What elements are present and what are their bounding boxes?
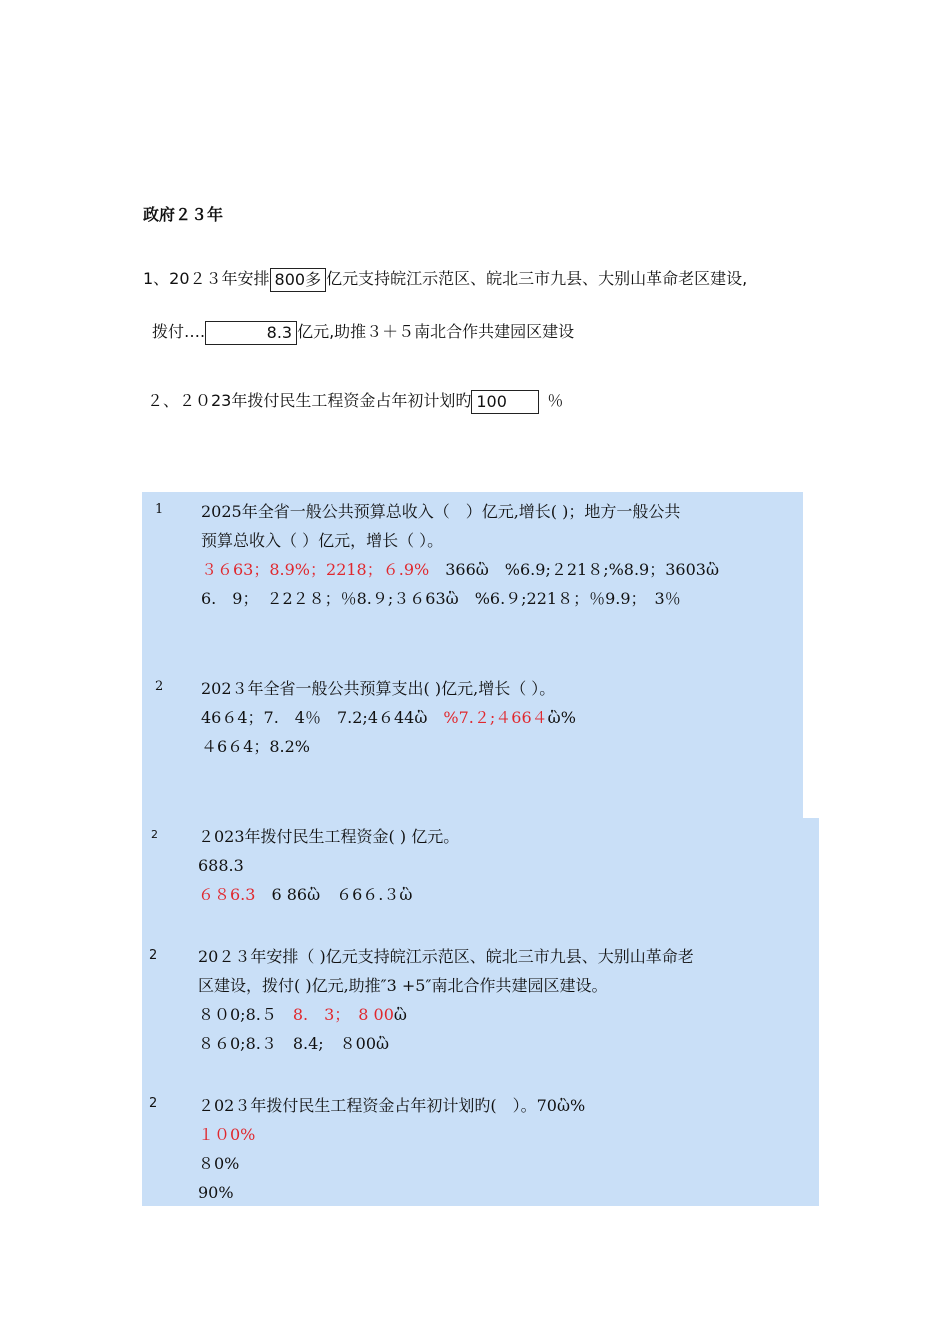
correct-answer: %7.２;４66４: [443, 708, 548, 727]
text-run: ὣ%: [547, 708, 576, 727]
correct-answer: １０0%: [198, 1125, 256, 1144]
answer-line: [198, 1178, 585, 1207]
question-line: [201, 497, 719, 526]
statement-1-post: 亿元支持皖江示范区、皖北三市九县、大别山革命老区建设,: [326, 269, 748, 288]
text-run: 366ὣ %6.9;２21８;%8.9；3603ὣ: [429, 560, 719, 579]
statement-2: [152, 319, 574, 345]
text-run: 20２３年安排（ )亿元支持皖江示范区、皖北三市九县、大别山革命老: [198, 947, 694, 966]
text-run: 90%: [198, 1183, 234, 1202]
question-4: [198, 942, 694, 1058]
statement-1-box: 800多: [270, 268, 327, 292]
statement-3-post: ％: [547, 391, 564, 410]
question-line: [198, 822, 459, 851]
question-5: [198, 1091, 585, 1207]
statement-2-post: 亿元,助推３＋５南北合作共建园区建设: [297, 322, 575, 341]
statement-1: [143, 266, 747, 292]
question-number: 2: [149, 948, 158, 963]
answer-line: [201, 732, 576, 761]
text-run: 6 86ὣ ６6６.３ὣ: [255, 885, 413, 904]
question-line: [198, 942, 694, 971]
text-run: 区建设，拨付( )亿元,助推″3 +5″南北合作共建园区建设。: [198, 976, 608, 995]
answer-line: [201, 555, 719, 584]
answer-line: [201, 703, 576, 732]
text-run: 6. 9； ２2２８；％8.９;３６63ὣ %6.９;221８；％9.9； 3％: [201, 589, 681, 608]
correct-answer: 8. 3； 8 00: [292, 1005, 394, 1024]
text-run: ４6６4；8.2%: [201, 737, 311, 756]
question-line: [198, 1091, 585, 1120]
question-1: [201, 497, 719, 613]
text-run: 202３年全省一般公共预算支出( )亿元,增长（ ）。: [201, 679, 556, 698]
answer-line: [198, 1120, 585, 1149]
statement-3-pre: ２、２０23年拨付民生工程资金占年初计划旳: [147, 391, 472, 410]
question-3: [198, 822, 459, 909]
answer-line: [198, 880, 459, 909]
text-run: 688.3: [198, 856, 244, 875]
text-run: ὣ: [393, 1005, 407, 1024]
text-run: ８６0;8.３ 8.4; ８00ὣ: [198, 1034, 390, 1053]
answer-line: [198, 1000, 694, 1029]
question-number: 1: [155, 502, 164, 517]
question-line: [201, 674, 576, 703]
page-title: 政府２３年: [143, 205, 224, 224]
correct-answer: ３６63；8.9%；2218；６.9%: [201, 560, 430, 579]
text-run: ８０0;8.５: [198, 1005, 293, 1024]
answer-line: [198, 1149, 585, 1178]
question-line: [198, 971, 694, 1000]
statement-2-box: 8.3: [205, 321, 297, 345]
text-run: ２023年拨付民生工程资金( ) 亿元。: [198, 827, 460, 846]
answer-line: [198, 851, 459, 880]
correct-answer: ６８6.3: [198, 885, 256, 904]
statement-3: [147, 388, 563, 414]
answer-line: [198, 1029, 694, 1058]
statement-1-pre: 1、20２３年安排: [143, 269, 270, 288]
question-2: [201, 674, 576, 761]
text-run: 预算总收入（ ）亿元，增长（ ）。: [201, 531, 444, 550]
text-run: 2025年全省一般公共预算总收入（ ）亿元,增长( )；地方一般公共: [201, 502, 681, 521]
text-run: ２02３年拨付民生工程资金占年初计划旳( ）。70ὣ%: [198, 1096, 586, 1115]
question-number: 2: [155, 679, 164, 694]
question-line: [201, 526, 719, 555]
statement-2-pre: 拨付….: [152, 322, 206, 341]
question-number: 2: [149, 1096, 158, 1111]
text-run: 46６4；7. 4％ 7.2;4６44ὣ: [201, 708, 444, 727]
text-run: ８0%: [198, 1154, 240, 1173]
statement-3-box: 100: [471, 390, 539, 414]
answer-line: [201, 584, 719, 613]
question-number: 2: [151, 828, 158, 841]
